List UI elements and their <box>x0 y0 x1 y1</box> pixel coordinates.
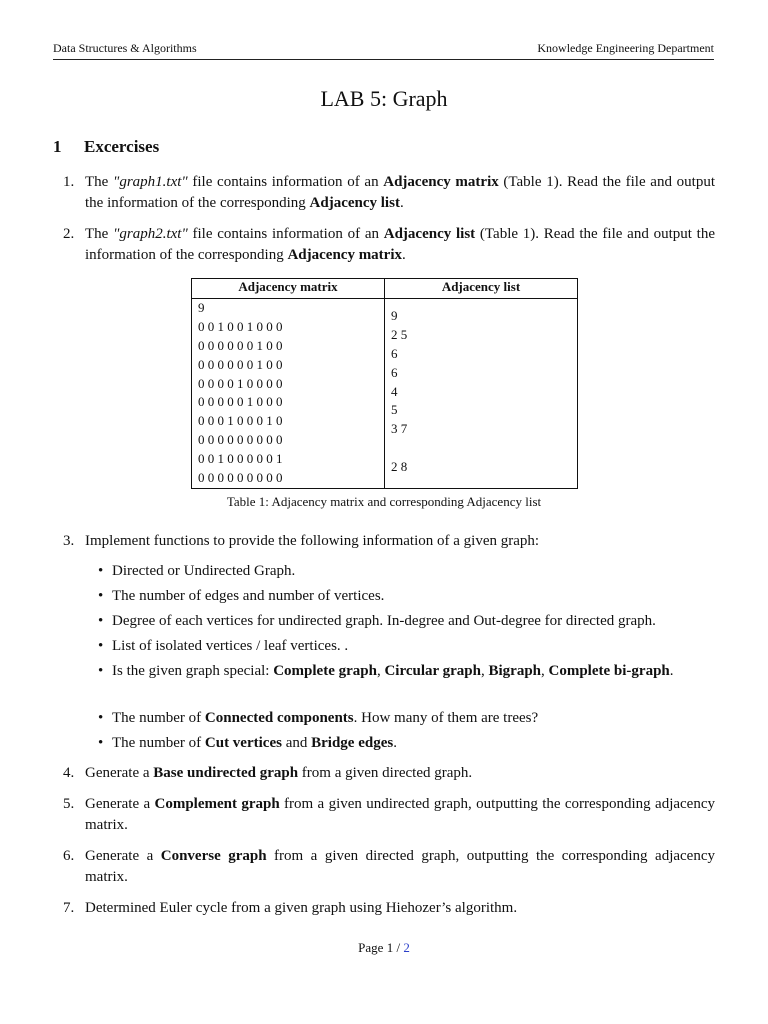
matrix-cell <box>192 299 385 489</box>
page-title: LAB 5: Graph <box>320 86 448 111</box>
bullet-icon: • <box>98 638 104 654</box>
item-text <box>85 794 715 836</box>
section-heading <box>53 137 159 157</box>
list-line: 9 <box>391 308 398 323</box>
list-line: 3 7 <box>391 421 408 437</box>
matrix-line: 9 <box>198 300 205 315</box>
list-line: 2 8 <box>391 459 408 475</box>
text-run: . <box>669 663 674 679</box>
adjacency-table <box>191 278 578 489</box>
matrix-line: 0 0 0 0 1 0 0 0 0 <box>198 375 283 391</box>
filename-italic: "graph1.txt" <box>113 174 188 190</box>
list-line <box>391 439 571 458</box>
bullet-item <box>98 661 715 682</box>
bullet-text: The number of edges and number of vertices. <box>112 588 385 604</box>
list-line: 5 <box>391 402 398 418</box>
table-header-matrix: Adjacency matrix <box>192 279 385 299</box>
header-department: Knowledge Engineering Department <box>537 41 714 55</box>
table-caption: Table 1: Adjacency matrix and corresponding Adjacency list <box>226 494 542 509</box>
text-run: file contains information of an <box>187 226 384 242</box>
term-bold: Converse graph <box>160 848 267 864</box>
total-pages-link[interactable]: 2 <box>403 940 410 955</box>
list-item-6 <box>63 846 715 888</box>
term-bold: Adjacency list <box>309 195 400 211</box>
matrix-line: 0 0 0 0 0 1 0 0 0 <box>198 394 283 410</box>
text-run: . <box>399 195 404 211</box>
term-bold: Circular graph <box>384 663 481 679</box>
item-text <box>85 172 715 214</box>
term-bold: Complement graph <box>154 796 280 812</box>
text-run: The <box>85 174 114 190</box>
term-bold: Complete graph <box>273 663 377 679</box>
list-line: 6 <box>391 364 398 380</box>
text-run: Generate a <box>85 848 161 864</box>
item-text: Determined Euler cycle from a given graph using Hiehozer’s algorithm. <box>85 900 518 916</box>
section-title: Excercises <box>84 137 160 156</box>
bullet-icon: • <box>98 735 104 751</box>
bullet-item <box>98 708 715 729</box>
term-bold: Adjacency matrix <box>287 247 403 263</box>
page-footer <box>0 940 768 956</box>
text-run: The number of <box>112 710 205 726</box>
bullet-icon: • <box>98 563 104 579</box>
list-item-4 <box>63 763 715 784</box>
text-run: The <box>85 226 114 242</box>
term-bold: Bridge edges <box>311 735 394 751</box>
bullet-item <box>98 611 715 632</box>
item-text: Implement functions to provide the following information of a given graph: <box>85 533 540 549</box>
bullet-item <box>98 561 715 582</box>
text-run: Generate a <box>85 796 155 812</box>
text-run: (Table 1). Read the file and output the information of the corresponding <box>85 226 716 263</box>
list-cell <box>385 299 578 489</box>
bullet-item <box>98 636 715 657</box>
item-number: 6. <box>63 848 75 864</box>
text-run: , <box>481 663 489 679</box>
term-bold: Complete bi-graph <box>548 663 670 679</box>
matrix-line: 0 0 0 0 0 0 1 0 0 <box>198 356 283 372</box>
text-run: Is the given graph special: <box>112 663 274 679</box>
item-number: 1. <box>63 174 75 190</box>
page-number-label: Page 1 / <box>358 940 404 955</box>
bullet-icon: • <box>98 613 104 629</box>
filename-italic: "graph2.txt" <box>113 226 188 242</box>
running-header <box>53 40 714 60</box>
list-line: 6 <box>391 345 398 361</box>
list-line: 2 5 <box>391 326 408 342</box>
bullet-item <box>98 733 715 754</box>
term-bold: Base undirected graph <box>153 765 299 781</box>
term-bold: Connected components <box>204 710 354 726</box>
item-number: 4. <box>63 765 75 781</box>
text-run: , <box>376 663 385 679</box>
list-item-7 <box>63 898 715 919</box>
bullet-text <box>112 661 715 682</box>
text-run: from a given undirected graph, outputting the corresponding adjacency matrix. <box>85 796 715 833</box>
text-run: Generate a <box>85 765 154 781</box>
section-number: 1 <box>53 137 62 156</box>
item-text <box>85 224 715 266</box>
matrix-line: 0 0 0 0 0 0 0 0 0 <box>198 470 283 486</box>
text-run: and <box>281 735 312 751</box>
bullet-text: Degree of each vertices for undirected graph. In-degree and Out-degree for directed graph. <box>112 613 656 629</box>
item-text <box>85 763 715 784</box>
item-number: 3. <box>63 533 75 549</box>
matrix-line: 0 0 1 0 0 0 0 0 1 <box>198 451 283 467</box>
term-bold: Bigraph <box>488 663 542 679</box>
bullet-item <box>98 586 715 607</box>
term-bold: Cut vertices <box>204 735 282 751</box>
item-number: 2. <box>63 226 75 242</box>
bullet-text: Directed or Undirected Graph. <box>112 563 296 579</box>
term-bold: Adjacency matrix <box>383 174 499 190</box>
item-number: 5. <box>63 796 75 812</box>
list-item-2 <box>63 224 715 266</box>
matrix-line: 0 0 0 0 0 0 1 0 0 <box>198 337 283 353</box>
bullet-text: List of isolated vertices / leaf vertices. . <box>112 638 349 654</box>
bullet-icon: • <box>98 588 104 604</box>
text-run: . How many of them are trees? <box>353 710 539 726</box>
matrix-line: 0 0 0 1 0 0 0 1 0 <box>198 413 283 429</box>
text-run: from a given directed graph, outputting the corresponding adjacency matrix. <box>85 848 715 885</box>
text-run: The number of <box>112 735 205 751</box>
text-run: file contains information of an <box>187 174 384 190</box>
text-run: from a given directed graph. <box>298 765 473 781</box>
item-number: 7. <box>63 900 75 916</box>
text-run: , <box>541 663 549 679</box>
matrix-line: 0 0 1 0 0 1 0 0 0 <box>198 318 283 334</box>
list-item-1 <box>63 172 715 214</box>
term-bold: Adjacency list <box>383 226 476 242</box>
text-run: . <box>393 735 397 751</box>
bullet-text <box>112 733 715 754</box>
list-item-5 <box>63 794 715 836</box>
item-text <box>85 846 715 888</box>
table-header-list: Adjacency list <box>385 279 578 299</box>
list-line: 4 <box>391 383 398 399</box>
text-run: (Table 1). Read the file and output the information of the corresponding <box>85 174 715 211</box>
list-item-3 <box>63 531 715 552</box>
bullet-text <box>112 708 715 729</box>
header-course: Data Structures & Algorithms <box>53 41 197 55</box>
matrix-line: 0 0 0 0 0 0 0 0 0 <box>198 432 283 448</box>
bullet-icon: • <box>98 710 104 726</box>
text-run: . <box>402 247 406 263</box>
bullet-icon: • <box>98 663 104 679</box>
